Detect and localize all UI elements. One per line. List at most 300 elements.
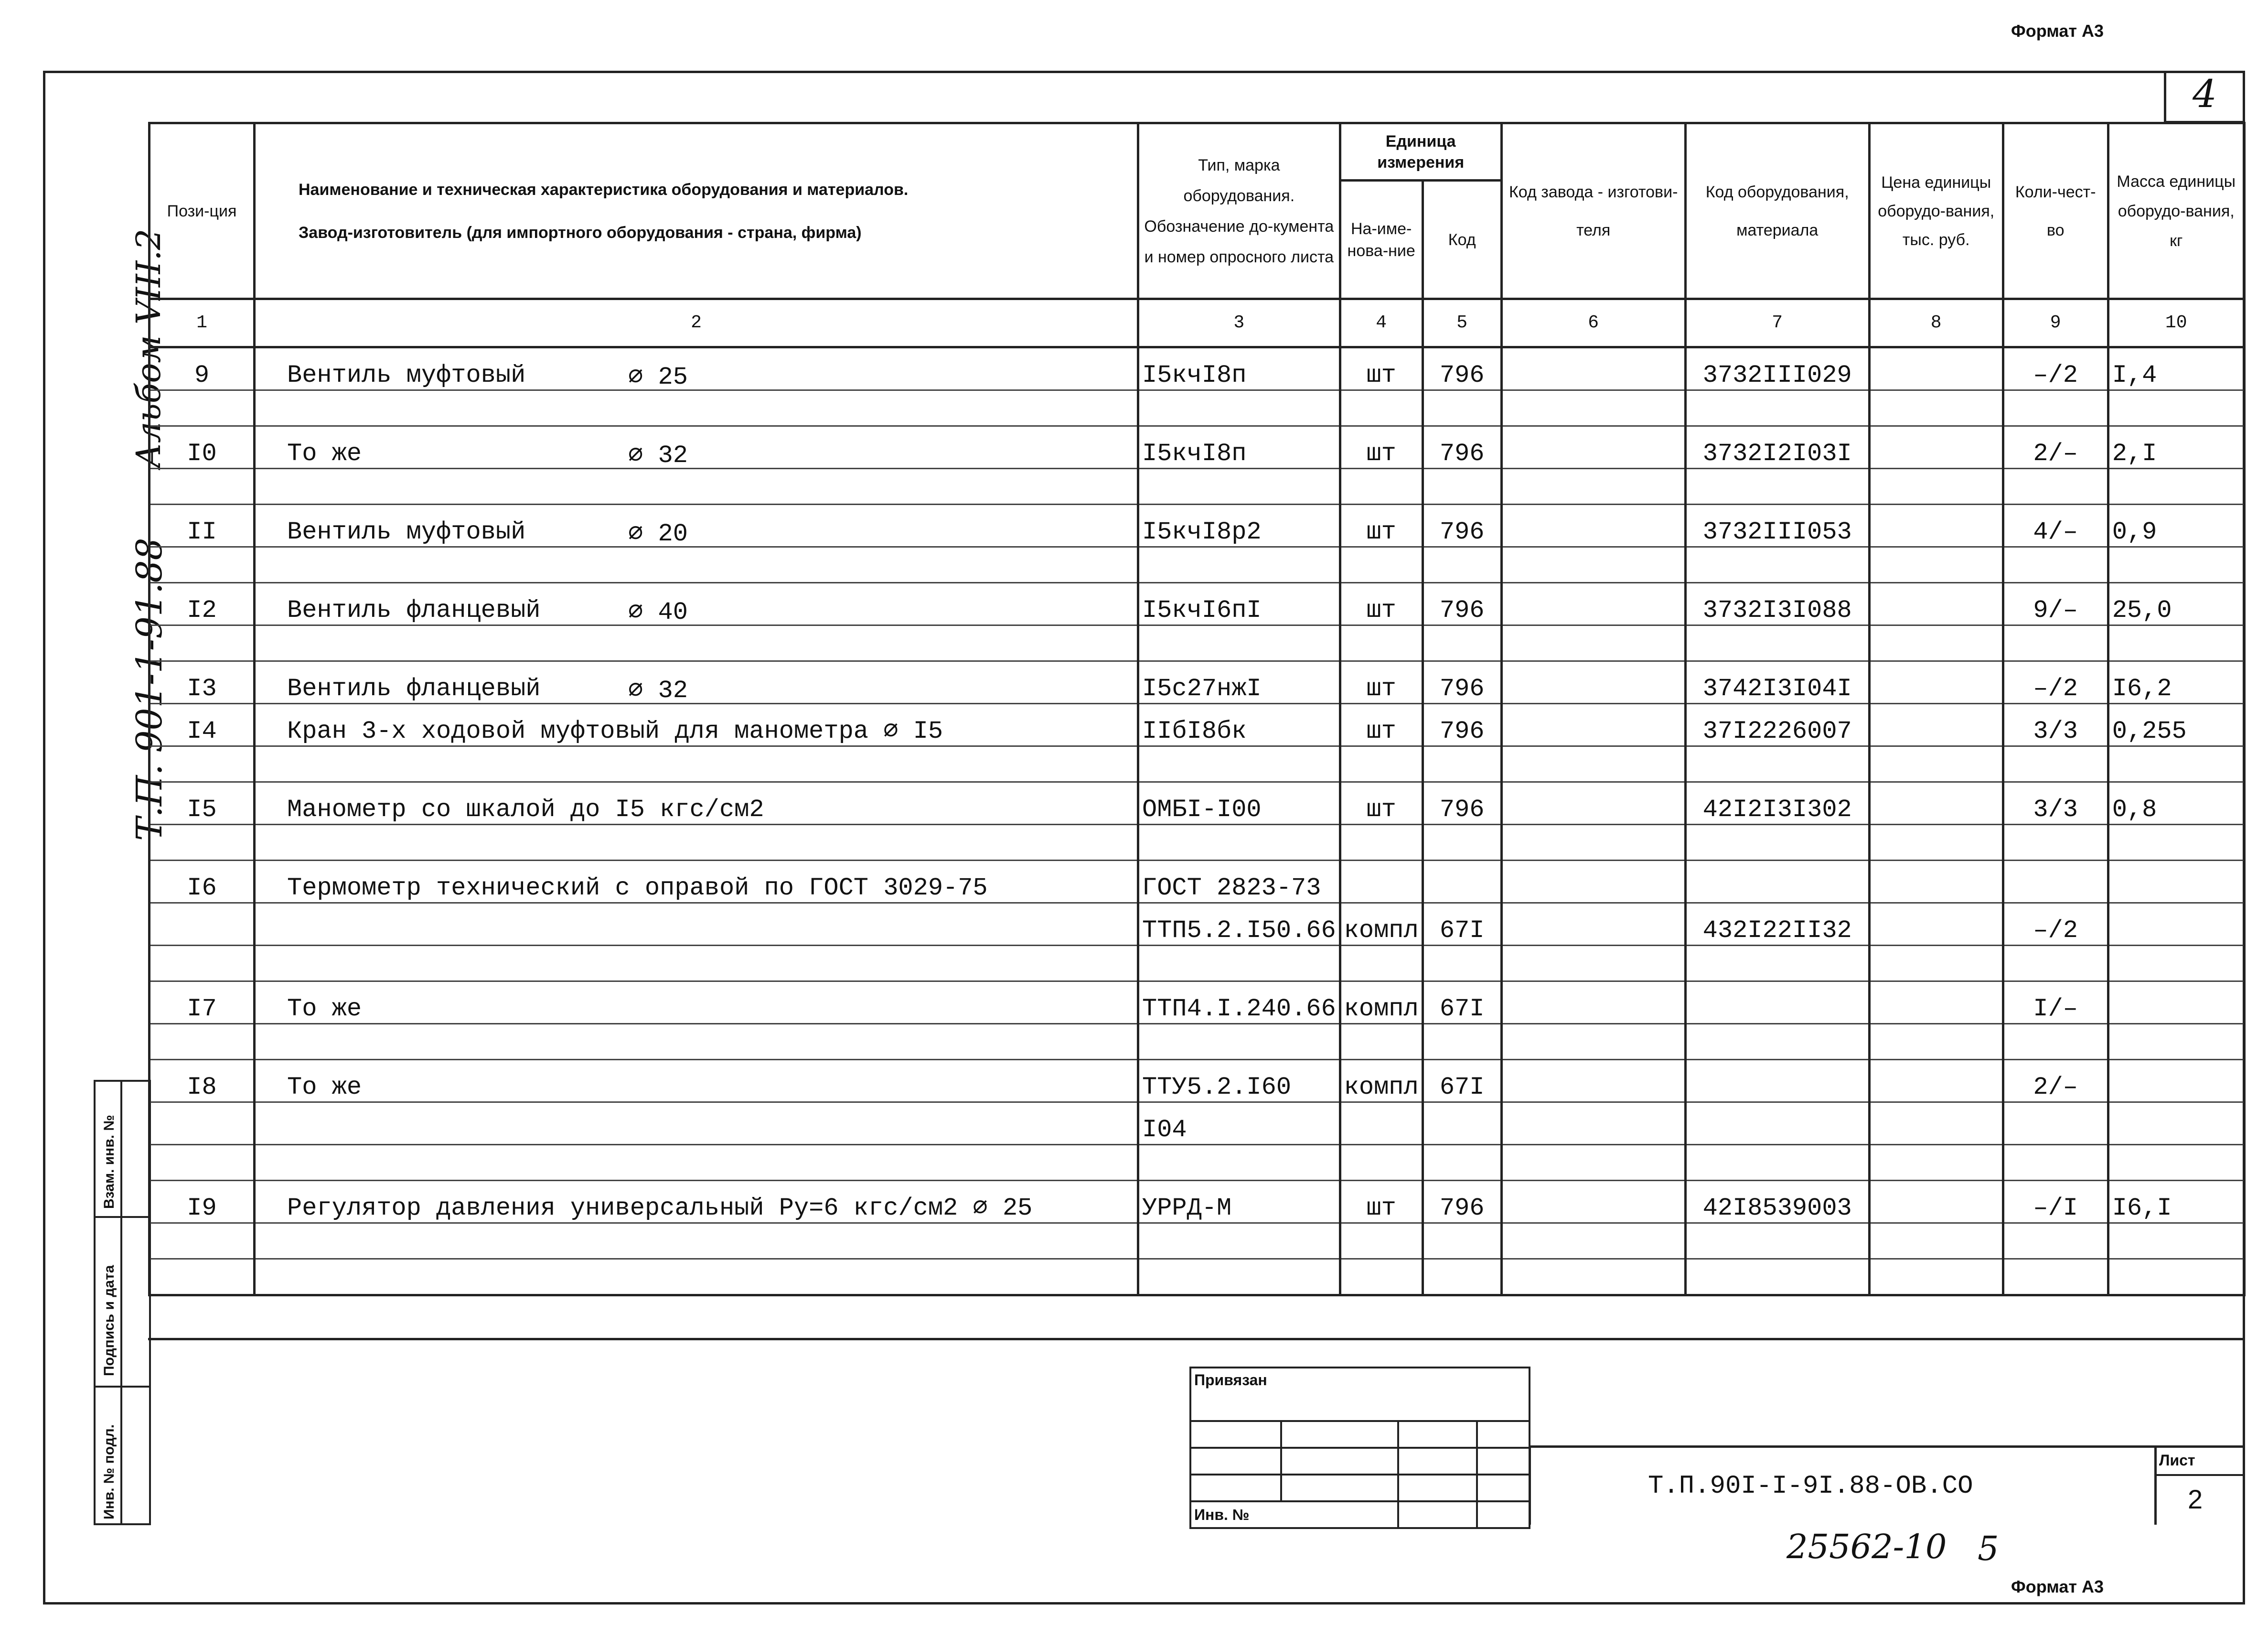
unit-cell [1340, 547, 1423, 583]
price-cell [1869, 704, 2003, 746]
equipment-code-cell: 3732I2I03I [1685, 426, 1869, 469]
price-cell [1869, 1102, 2003, 1145]
quantity-cell [2003, 1024, 2108, 1060]
name-cell [255, 861, 1138, 903]
equipment-code-cell [1685, 946, 1869, 981]
type-cell: I5кчI8п [1138, 347, 1340, 390]
item-name [258, 916, 287, 945]
project-side-text: Т.П. 901-1-91.88 [129, 538, 170, 841]
factory-code-cell [1501, 903, 1685, 946]
type-cell [1138, 390, 1340, 426]
equipment-code-cell [1685, 1102, 1869, 1145]
quantity-cell [2003, 1259, 2108, 1295]
mass-cell: 25,0 [2108, 583, 2244, 625]
unit-code-cell [1423, 390, 1501, 426]
name-cell [255, 903, 1138, 946]
header-quantity: Коли-чест-во [2003, 123, 2108, 299]
spacer-row [150, 946, 2245, 981]
side-label-replaced: Взам. инв. № [101, 1115, 117, 1209]
quantity-cell: 2/– [2003, 1060, 2108, 1102]
item-name: Кран 3-х ходовой муфтовый для манометра ∅ I5 [287, 717, 943, 745]
name-cell [255, 661, 1138, 704]
header-name-line2: Завод-изготовитель (для импортного оборудования - страна, фирма) [299, 223, 862, 242]
type-cell [1138, 1259, 1340, 1295]
factory-code-cell [1501, 1060, 1685, 1102]
unit-code-cell: 796 [1423, 1181, 1501, 1223]
format-label-top: Формат А3 [2011, 21, 2104, 41]
unit-cell [1340, 390, 1423, 426]
factory-code-cell [1501, 946, 1685, 981]
header-mass: Масса единицы оборудо-вания, кг [2108, 123, 2244, 299]
handwritten-page: 5 [1978, 1529, 1999, 1568]
mass-cell: I,4 [2108, 347, 2244, 390]
type-cell: ТТП5.2.I50.66 [1138, 903, 1340, 946]
factory-code-cell [1501, 625, 1685, 661]
unit-cell: компл [1340, 981, 1423, 1024]
table-row [150, 782, 2245, 825]
name-cell [255, 981, 1138, 1024]
header-price: Цена единицы оборудо-вания, тыс. руб. [1869, 123, 2003, 299]
factory-code-cell [1501, 661, 1685, 704]
position-cell: I5 [150, 782, 255, 825]
corner-page-number: 4 [2193, 72, 2217, 116]
table-row [150, 704, 2245, 746]
name-cell [255, 1102, 1138, 1145]
mass-cell [2108, 1060, 2244, 1102]
factory-code-cell [1501, 469, 1685, 505]
name-cell [255, 1145, 1138, 1181]
mass-cell [2108, 469, 2244, 505]
table-row [150, 861, 2245, 903]
unit-cell: шт [1340, 347, 1423, 390]
table-row [150, 505, 2245, 547]
unit-cell [1340, 625, 1423, 661]
bound-label: Привязан [1190, 1368, 1530, 1421]
price-cell [1869, 1181, 2003, 1223]
position-cell [150, 390, 255, 426]
unit-code-cell: 67I [1423, 981, 1501, 1024]
quantity-cell [2003, 861, 2108, 903]
quantity-cell: –/2 [2003, 347, 2108, 390]
name-cell [255, 426, 1138, 469]
unit-cell: компл [1340, 1060, 1423, 1102]
column-number: 4 [1340, 299, 1423, 347]
factory-code-cell [1501, 390, 1685, 426]
quantity-cell: –/2 [2003, 661, 2108, 704]
unit-code-cell [1423, 625, 1501, 661]
name-cell [255, 1024, 1138, 1060]
unit-code-cell [1423, 547, 1501, 583]
item-diameter: ∅ 32 [628, 442, 688, 469]
sheet-label: Лист [2159, 1452, 2195, 1469]
name-cell [255, 347, 1138, 390]
mass-cell [2108, 825, 2244, 861]
mass-cell [2108, 1024, 2244, 1060]
unit-code-cell [1423, 825, 1501, 861]
unit-cell [1340, 1102, 1423, 1145]
handwritten-number: 25562-10 [1787, 1527, 1947, 1566]
equipment-code-cell [1685, 1060, 1869, 1102]
spacer-row [150, 1024, 2245, 1060]
mass-cell [2108, 390, 2244, 426]
quantity-cell: 3/3 [2003, 782, 2108, 825]
unit-code-cell: 67I [1423, 1060, 1501, 1102]
unit-code-cell [1423, 1223, 1501, 1259]
project-side-label [129, 538, 170, 846]
position-cell [150, 946, 255, 981]
position-cell: II [150, 505, 255, 547]
mass-cell [2108, 1259, 2244, 1295]
name-cell [255, 505, 1138, 547]
price-cell [1869, 347, 2003, 390]
quantity-cell: I/– [2003, 981, 2108, 1024]
unit-code-cell: 796 [1423, 782, 1501, 825]
factory-code-cell [1501, 1102, 1685, 1145]
position-cell [150, 746, 255, 782]
price-cell [1869, 583, 2003, 625]
factory-code-cell [1501, 1024, 1685, 1060]
table-row [150, 981, 2245, 1024]
type-cell: I5с27нжI [1138, 661, 1340, 704]
equipment-code-cell: 3732I3I088 [1685, 583, 1869, 625]
name-cell [255, 704, 1138, 746]
equipment-code-cell: 3732III053 [1685, 505, 1869, 547]
unit-cell: шт [1340, 782, 1423, 825]
equipment-code-cell [1685, 1024, 1869, 1060]
item-name: То же [287, 1073, 362, 1101]
position-cell [150, 625, 255, 661]
item-diameter: ∅ 40 [628, 598, 688, 625]
factory-code-cell [1501, 981, 1685, 1024]
spacer-row [150, 625, 2245, 661]
equipment-code-cell [1685, 746, 1869, 782]
price-cell [1869, 505, 2003, 547]
unit-code-cell [1423, 746, 1501, 782]
column-number: 5 [1423, 299, 1501, 347]
factory-code-cell [1501, 426, 1685, 469]
price-cell [1869, 390, 2003, 426]
position-cell [150, 1259, 255, 1295]
spacer-row [150, 825, 2245, 861]
spacer-row [150, 390, 2245, 426]
name-cell [255, 469, 1138, 505]
factory-code-cell [1501, 347, 1685, 390]
item-diameter: ∅ 32 [628, 677, 688, 704]
header-factory-code: Код завода - изготови-теля [1501, 123, 1685, 299]
position-cell: I2 [150, 583, 255, 625]
column-number: 2 [255, 299, 1138, 347]
header-name-line1: Наименование и техническая характеристика оборудования и материалов. [299, 180, 909, 199]
quantity-cell [2003, 1223, 2108, 1259]
type-cell: ГОСТ 2823-73 [1138, 861, 1340, 903]
unit-cell: шт [1340, 1181, 1423, 1223]
equipment-code-cell [1685, 1223, 1869, 1259]
unit-code-cell [1423, 1102, 1501, 1145]
header-unit-group: Единица измерения [1340, 123, 1501, 181]
position-cell: I8 [150, 1060, 255, 1102]
quantity-cell: 2/– [2003, 426, 2108, 469]
equipment-code-cell [1685, 981, 1869, 1024]
price-cell [1869, 1223, 2003, 1259]
quantity-cell: –/I [2003, 1181, 2108, 1223]
factory-code-cell [1501, 1223, 1685, 1259]
position-cell: 9 [150, 347, 255, 390]
position-cell [150, 1102, 255, 1145]
unit-cell: шт [1340, 583, 1423, 625]
type-cell [1138, 547, 1340, 583]
unit-code-cell: 796 [1423, 505, 1501, 547]
mass-cell [2108, 1145, 2244, 1181]
table-row [150, 1060, 2245, 1102]
price-cell [1869, 1145, 2003, 1181]
item-name: Вентиль фланцевый [287, 675, 541, 703]
unit-cell [1340, 1223, 1423, 1259]
quantity-cell [2003, 825, 2108, 861]
equipment-code-cell [1685, 1145, 1869, 1181]
factory-code-cell [1501, 1145, 1685, 1181]
document-code: Т.П.90I-I-9I.88-ОВ.СО [1648, 1472, 1973, 1501]
spacer-row [150, 469, 2245, 505]
price-cell [1869, 1259, 2003, 1295]
position-cell [150, 1145, 255, 1181]
price-cell [1869, 825, 2003, 861]
item-name: Вентиль фланцевый [287, 596, 541, 625]
side-label-signature: Подпись и дата [101, 1265, 117, 1376]
mass-cell: 0,8 [2108, 782, 2244, 825]
type-cell [1138, 825, 1340, 861]
unit-cell: шт [1340, 426, 1423, 469]
unit-cell: шт [1340, 704, 1423, 746]
factory-code-cell [1501, 782, 1685, 825]
item-name: То же [287, 440, 362, 468]
position-cell: I0 [150, 426, 255, 469]
type-cell [1138, 625, 1340, 661]
name-cell [255, 825, 1138, 861]
type-cell: I5кчI6пI [1138, 583, 1340, 625]
mass-cell [2108, 547, 2244, 583]
table-row [150, 1181, 2245, 1223]
unit-cell [1340, 946, 1423, 981]
unit-cell [1340, 469, 1423, 505]
album-label [129, 228, 168, 473]
column-numbers-row [150, 299, 2245, 347]
header-unit-code: Код [1423, 181, 1501, 299]
equipment-code-cell: 3742I3I04I [1685, 661, 1869, 704]
side-label-original: Инв. № подл. [101, 1424, 117, 1519]
column-number: 8 [1869, 299, 2003, 347]
factory-code-cell [1501, 1259, 1685, 1295]
price-cell [1869, 903, 2003, 946]
equipment-code-cell: 42I8539003 [1685, 1181, 1869, 1223]
unit-code-cell [1423, 1259, 1501, 1295]
column-number: 6 [1501, 299, 1685, 347]
quantity-cell: 9/– [2003, 583, 2108, 625]
mass-cell: 0,255 [2108, 704, 2244, 746]
sheet-number: 2 [2188, 1484, 2203, 1514]
header-name [255, 123, 1138, 299]
column-number: 9 [2003, 299, 2108, 347]
type-cell [1138, 1024, 1340, 1060]
unit-code-cell: 796 [1423, 583, 1501, 625]
equipment-code-cell: 432I22II32 [1685, 903, 1869, 946]
quantity-cell: –/2 [2003, 903, 2108, 946]
quantity-cell [2003, 746, 2108, 782]
type-cell [1138, 746, 1340, 782]
factory-code-cell [1501, 861, 1685, 903]
price-cell [1869, 1060, 2003, 1102]
name-cell [255, 1181, 1138, 1223]
item-name [258, 1116, 287, 1144]
factory-code-cell [1501, 547, 1685, 583]
unit-code-cell: 796 [1423, 661, 1501, 704]
equipment-code-cell: 42I2I3I302 [1685, 782, 1869, 825]
position-cell: I3 [150, 661, 255, 704]
price-cell [1869, 1024, 2003, 1060]
equipment-code-cell: 3732III029 [1685, 347, 1869, 390]
table-row [150, 583, 2245, 625]
side-stamp-line-1 [94, 1216, 151, 1218]
mass-cell: I6,2 [2108, 661, 2244, 704]
mass-cell [2108, 903, 2244, 946]
header-equip-code: Код оборудования, материала [1685, 123, 1869, 299]
name-cell [255, 583, 1138, 625]
position-cell [150, 825, 255, 861]
unit-cell: шт [1340, 661, 1423, 704]
unit-code-cell: 796 [1423, 347, 1501, 390]
item-name: Манометр со шкалой до I5 кгс/см2 [287, 796, 764, 824]
type-cell [1138, 946, 1340, 981]
type-cell [1138, 1223, 1340, 1259]
equipment-code-cell: 37I2226007 [1685, 704, 1869, 746]
mass-cell [2108, 746, 2244, 782]
factory-code-cell [1501, 825, 1685, 861]
type-cell [1138, 1145, 1340, 1181]
item-name: Вентиль муфтовый [287, 518, 526, 546]
quantity-cell [2003, 1102, 2108, 1145]
position-cell: I9 [150, 1181, 255, 1223]
side-stamp-line-2 [94, 1386, 151, 1388]
position-cell [150, 1024, 255, 1060]
name-cell [255, 1060, 1138, 1102]
header-type: Тип, марка оборудования. Обозначение до-кумента и номер опросного листа [1138, 123, 1340, 299]
type-cell: УРРД-М [1138, 1181, 1340, 1223]
mass-cell [2108, 946, 2244, 981]
album-text: Альбом VIII.2 [129, 228, 168, 468]
item-name: То же [287, 995, 362, 1023]
price-cell [1869, 946, 2003, 981]
spacer-row [150, 1259, 2245, 1295]
position-cell [150, 1223, 255, 1259]
quantity-cell: 4/– [2003, 505, 2108, 547]
unit-code-cell [1423, 946, 1501, 981]
price-cell [1869, 661, 2003, 704]
type-cell: I5кчI8р2 [1138, 505, 1340, 547]
name-cell [255, 625, 1138, 661]
unit-cell [1340, 1259, 1423, 1295]
spacer-row [150, 1145, 2245, 1181]
equipment-code-cell [1685, 825, 1869, 861]
unit-code-cell [1423, 469, 1501, 505]
mass-cell [2108, 861, 2244, 903]
name-cell [255, 1223, 1138, 1259]
format-label-bottom: Формат А3 [2011, 1577, 2104, 1596]
table-row [150, 426, 2245, 469]
quantity-cell: 3/3 [2003, 704, 2108, 746]
equipment-code-cell [1685, 1259, 1869, 1295]
factory-code-cell [1501, 505, 1685, 547]
price-cell [1869, 426, 2003, 469]
name-cell [255, 547, 1138, 583]
name-cell [255, 746, 1138, 782]
type-cell: ТТУ5.2.I60 [1138, 1060, 1340, 1102]
unit-cell [1340, 825, 1423, 861]
unit-cell: шт [1340, 505, 1423, 547]
unit-code-cell [1423, 861, 1501, 903]
column-number: 7 [1685, 299, 1869, 347]
price-cell [1869, 469, 2003, 505]
table-row [150, 1102, 2245, 1145]
spacer-row [150, 746, 2245, 782]
equipment-code-cell [1685, 390, 1869, 426]
unit-code-cell [1423, 1024, 1501, 1060]
table-row [150, 903, 2245, 946]
quantity-cell [2003, 946, 2108, 981]
spacer-row [150, 1223, 2245, 1259]
unit-cell [1340, 746, 1423, 782]
unit-code-cell: 796 [1423, 426, 1501, 469]
name-cell [255, 1259, 1138, 1295]
header-position: Пози-ция [150, 123, 255, 299]
spacer-row [150, 547, 2245, 583]
mass-cell: I6,I [2108, 1181, 2244, 1223]
sheet-box-divider [2154, 1474, 2245, 1476]
type-cell: I04 [1138, 1102, 1340, 1145]
quantity-cell [2003, 390, 2108, 426]
title-block-rule [148, 1338, 2245, 1340]
table-row [150, 347, 2245, 390]
quantity-cell [2003, 547, 2108, 583]
position-cell [150, 547, 255, 583]
item-name: Вентиль муфтовый [287, 361, 526, 389]
position-cell: I6 [150, 861, 255, 903]
header-unit-name: На-име-нова-ние [1340, 181, 1423, 299]
position-cell [150, 903, 255, 946]
unit-cell [1340, 1145, 1423, 1181]
price-cell [1869, 547, 2003, 583]
type-cell: IIбI8бк [1138, 704, 1340, 746]
item-name: Термометр технический с оправой по ГОСТ 3029-75 [287, 874, 988, 902]
name-cell [255, 390, 1138, 426]
column-number: 1 [150, 299, 255, 347]
type-cell [1138, 469, 1340, 505]
factory-code-cell [1501, 746, 1685, 782]
unit-cell [1340, 861, 1423, 903]
mass-cell: 2,I [2108, 426, 2244, 469]
factory-code-cell [1501, 583, 1685, 625]
mass-cell: 0,9 [2108, 505, 2244, 547]
binding-stamp [1189, 1367, 1530, 1529]
equipment-code-cell [1685, 547, 1869, 583]
quantity-cell [2003, 1145, 2108, 1181]
item-diameter: ∅ 25 [628, 363, 688, 390]
price-cell [1869, 625, 2003, 661]
mass-cell [2108, 1102, 2244, 1145]
unit-code-cell [1423, 1145, 1501, 1181]
equipment-code-cell [1685, 469, 1869, 505]
equipment-code-cell [1685, 861, 1869, 903]
type-cell: I5кчI8п [1138, 426, 1340, 469]
mass-cell [2108, 1223, 2244, 1259]
